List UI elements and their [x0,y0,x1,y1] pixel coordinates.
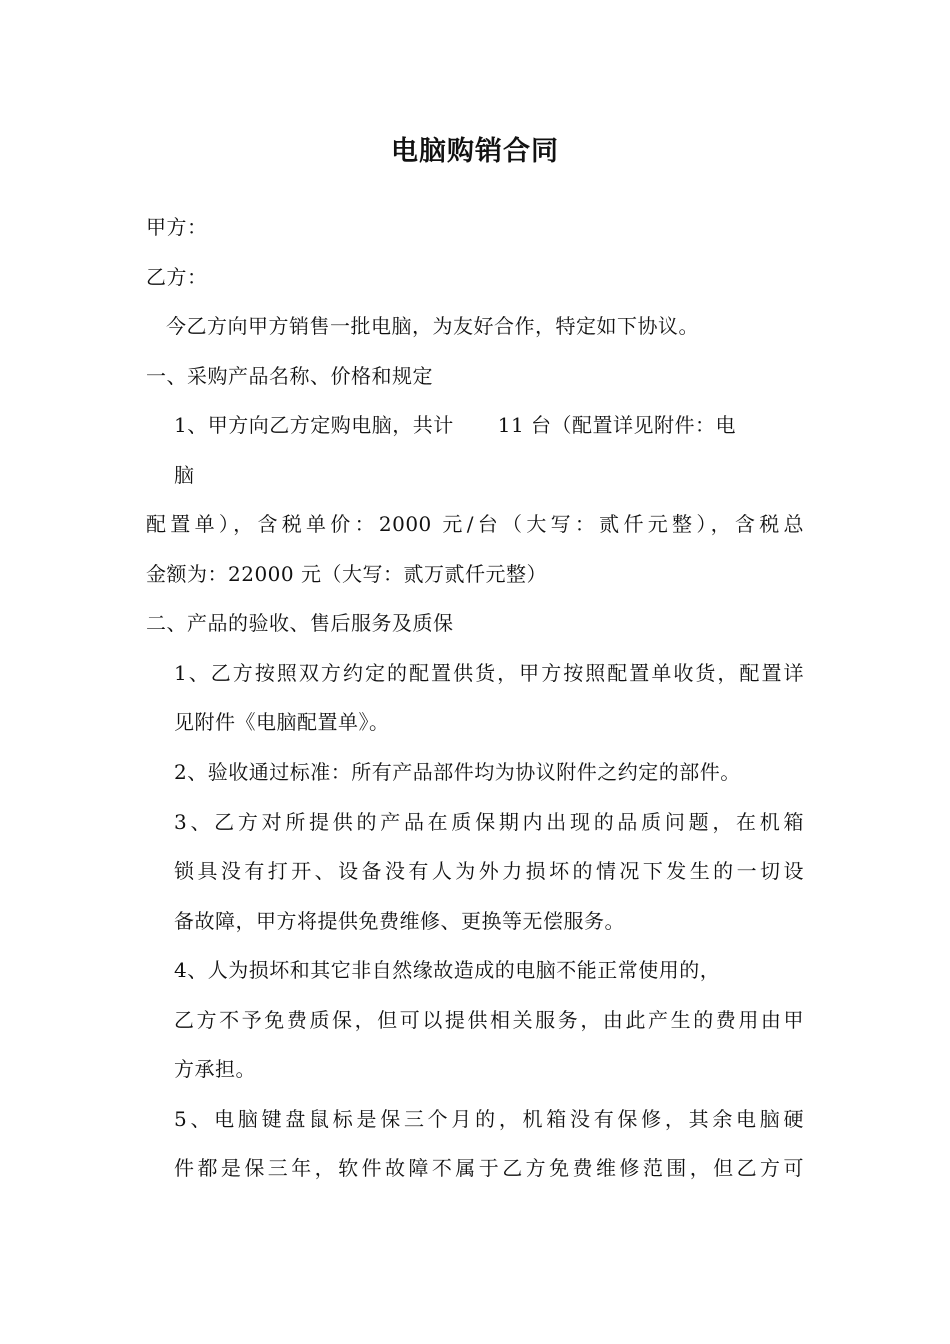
party-b-label: 乙方： [146,265,208,289]
document-title: 电脑购销合同 [391,136,559,167]
section1-item1-line3: 配置单），含税单价：2000 元/台（大写：贰仟元整），含税总 [146,512,804,536]
party-a-label: 甲方： [146,215,208,239]
section2-item3-line3: 备故障，甲方将提供免费维修、更换等无偿服务。 [174,909,625,933]
section2-item1-line1: 1、乙方按照双方约定的配置供货，甲方按照配置单收货，配置详 [174,661,804,685]
section1-item1-part1: 1、甲方向乙方定购电脑，共计 [174,413,454,437]
section2-heading: 二、产品的验收、售后服务及质保 [146,611,454,635]
section2-item4-line1: 4、人为损坏和其它非自然缘故造成的电脑不能正常使用的， [174,958,721,982]
section2-item5-line2: 件都是保三年，软件故障不属于乙方免费维修范围，但乙方可 [174,1156,804,1180]
section1-heading: 一、采购产品名称、价格和规定 [146,364,433,388]
section2-item5-line1: 5、电脑键盘鼠标是保三个月的，机箱没有保修，其余电脑硬 [174,1107,804,1131]
section2-item4-line3: 方承担。 [174,1057,256,1081]
section1-item1-line1 [174,410,736,440]
section2-item1-line2: 见附件《电脑配置单》。 [174,710,390,734]
section2-item4-line2: 乙方不予免费质保，但可以提供相关服务，由此产生的费用由甲 [174,1008,804,1032]
section2-item2-line1: 2、验收通过标准：所有产品部件均为协议附件之约定的部件。 [174,760,741,784]
section2-item3-line2: 锁具没有打开、设备没有人为外力损坏的情况下发生的一切设 [174,859,804,883]
section2-item3-line1: 3、乙方对所提供的产品在质保期内出现的品质问题，在机箱 [174,810,804,834]
section1-item1-part2: 11 台（配置详见附件：电 [497,413,737,437]
section1-item1-line2: 脑 [174,463,195,487]
section1-item1-line4: 金额为：22000 元（大写：贰万贰仟元整） [146,562,547,586]
intro-paragraph: 今乙方向甲方销售一批电脑，为友好合作，特定如下协议。 [166,314,699,338]
